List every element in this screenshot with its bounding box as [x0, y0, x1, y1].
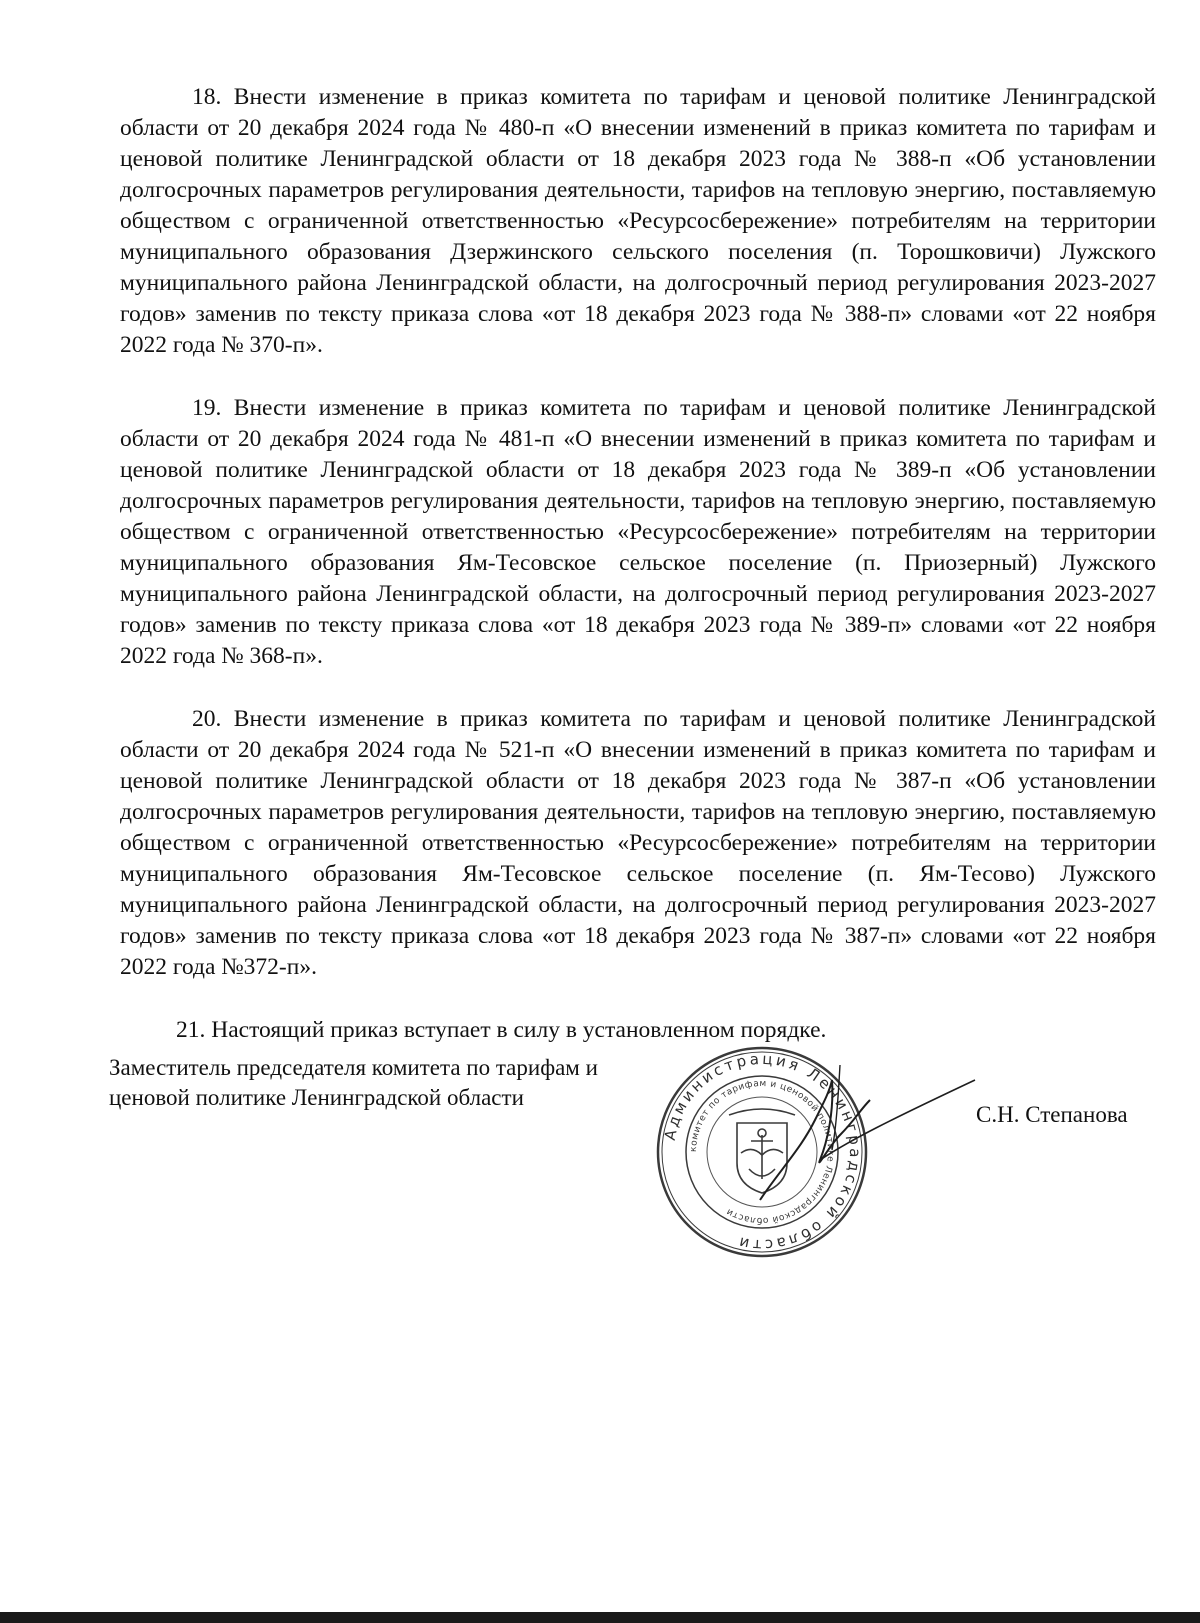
- stamp-inner-text-path: комитет по тарифам и ценовой политике Ленинградской области: [688, 1078, 836, 1226]
- signer-position: [109, 1053, 669, 1113]
- stamp-outer-text-path: Администрация Ленинградской области: [660, 1049, 865, 1255]
- signer-position-line-2: ценовой политике Ленинградской области: [109, 1085, 524, 1110]
- document-body: [120, 82, 1156, 1046]
- paragraph-21: 21. Настоящий приказ вступает в силу в установленном порядке.: [176, 1017, 827, 1043]
- handwritten-signature: [720, 1050, 980, 1210]
- scan-bottom-edge: [0, 1612, 1200, 1623]
- signer-position-line-1: Заместитель председателя комитета по тарифам и: [109, 1055, 598, 1080]
- paragraph-20: 20. Внести изменение в приказ комитета по тарифам и ценовой политике Ленинградской области от 20 декабря 2024 года № 521-п «О внесении изменений в приказ комитета по тарифам и ценовой политике Ленинградской области от 18 декабря 2023 года № 387-п «Об установлении долгосрочных параметров регулирования деятельности, тарифов на тепловую энергию, поставляемую обществом с ограниченной ответственностью «Ресурсосбережение» потребителям на территории муниципального образования Ям-Тесовское сельское поселение (п. Ям-Тесово) Лужского муниципального района Ленинградской области, на долгосрочный период регулирования 2023-2027 годов» заменив по тексту приказа слова «от 18 декабря 2023 года № 387-п» словами «от 22 ноября 2022 года №372-п».: [120, 706, 1156, 980]
- signer-name: С.Н. Степанова: [976, 1102, 1128, 1127]
- paragraph-18: 18. Внести изменение в приказ комитета по тарифам и ценовой политике Ленинградской области от 20 декабря 2024 года № 480-п «О внесении изменений в приказ комитета по тарифам и ценовой политике Ленинградской области от 18 декабря 2023 года № 388-п «Об установлении долгосрочных параметров регулирования деятельности, тарифов на тепловую энергию, поставляемую обществом с ограниченной ответственностью «Ресурсосбережение» потребителям на территории муниципального образования Дзержинского сельского поселения (п. Торошковичи) Лужского муниципального района Ленинградской области, на долгосрочный период регулирования 2023-2027 годов» заменив по тексту приказа слова «от 18 декабря 2023 года № 388-п» словами «от 22 ноября 2022 года № 370-п».: [120, 84, 1156, 358]
- paragraph-19: 19. Внести изменение в приказ комитета по тарифам и ценовой политике Ленинградской области от 20 декабря 2024 года № 481-п «О внесении изменений в приказ комитета по тарифам и ценовой политике Ленинградской области от 18 декабря 2023 года № 389-п «Об установлении долгосрочных параметров регулирования деятельности, тарифов на тепловую энергию, поставляемую обществом с ограниченной ответственностью «Ресурсосбережение» потребителям на территории муниципального образования Ям-Тесовское сельское поселение (п. Приозерный) Лужского муниципального района Ленинградской области, на долгосрочный период регулирования 2023-2027 годов» заменив по тексту приказа слова «от 18 декабря 2023 года № 389-п» словами «от 22 ноября 2022 года № 368-п».: [120, 395, 1156, 669]
